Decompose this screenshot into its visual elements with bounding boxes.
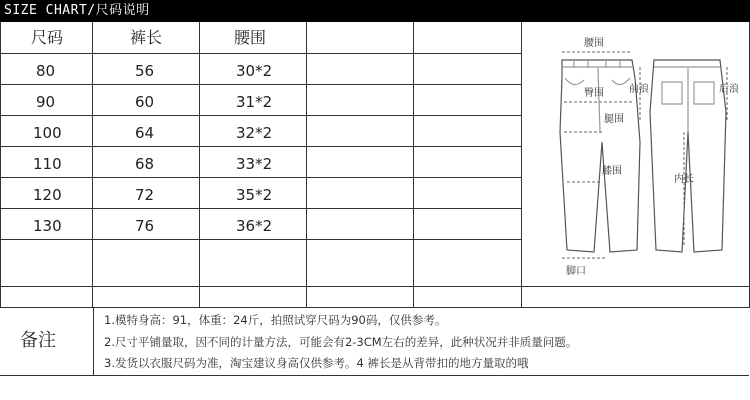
length-cell: 60 [135,93,155,111]
notes-section [0,307,749,376]
column-header-length: 裤长 [130,28,163,47]
column-header-waist: 腰围 [234,28,267,47]
waist-cell: 35*2 [236,186,273,204]
knee-label: 膝围 [602,166,622,177]
size-cell: 100 [33,124,62,142]
size-cell: 90 [36,93,56,111]
length-cell: 68 [135,155,155,173]
size-cell: 120 [33,186,62,204]
pants-diagram-svg [522,22,750,286]
table-row-divider [0,208,521,209]
length-cell: 64 [135,124,155,142]
table-row-divider [0,239,521,240]
back-rise-label: 后浪 [719,84,739,95]
size-cell: 130 [33,217,62,235]
note-item: 1.模特身高：91，体重：24斤，拍照试穿尺码为90码，仅供参考。 [104,313,447,327]
column-header-size: 尺码 [31,28,64,47]
hip-label: 臀围 [584,88,604,99]
table-row-divider [0,177,521,178]
pants-back-outline [650,60,726,252]
waist-cell: 32*2 [236,124,273,142]
notes-divider [93,308,94,375]
length-cell: 72 [135,186,155,204]
table-row-divider [0,146,521,147]
table-row-divider [0,286,750,287]
front-rise-label: 前浪 [629,84,649,95]
size-cell: 110 [33,155,62,173]
notes-label: 备注 [20,330,56,351]
table-column-divider [92,22,93,308]
note-item: 2.尺寸平铺量取，因不同的计量方法，可能会有2-3CM左右的差异，此种状况并非质量问题。 [104,335,578,349]
table-row-divider [0,53,521,54]
table-row-divider [0,84,521,85]
thigh-label: 腿围 [604,114,624,125]
waist-cell: 30*2 [236,62,273,80]
size-chart-title: SIZE CHART/尺码说明 [4,3,150,18]
size-cell: 80 [36,62,56,80]
table-row-divider [0,115,521,116]
waist-cell: 36*2 [236,217,273,235]
table-column-divider [306,22,307,308]
waist-cell: 33*2 [236,155,273,173]
leg-opening-label: 脚口 [566,266,586,277]
waist-label: 腰围 [584,38,604,49]
table-column-divider [199,22,200,308]
table-border-left [0,22,1,308]
table-column-divider [413,22,414,308]
length-cell: 76 [135,217,155,235]
waist-cell: 31*2 [236,93,273,111]
length-cell: 56 [135,62,155,80]
measurement-guides [562,52,727,258]
pants-measurement-diagram [522,22,750,286]
note-item: 3.发货以衣服尺码为准，淘宝建议身高仅供参考。4 裤长是从背带扣的地方量取的哦 [104,356,529,370]
title-bar [0,0,750,22]
inseam-label: 内长 [674,174,694,185]
